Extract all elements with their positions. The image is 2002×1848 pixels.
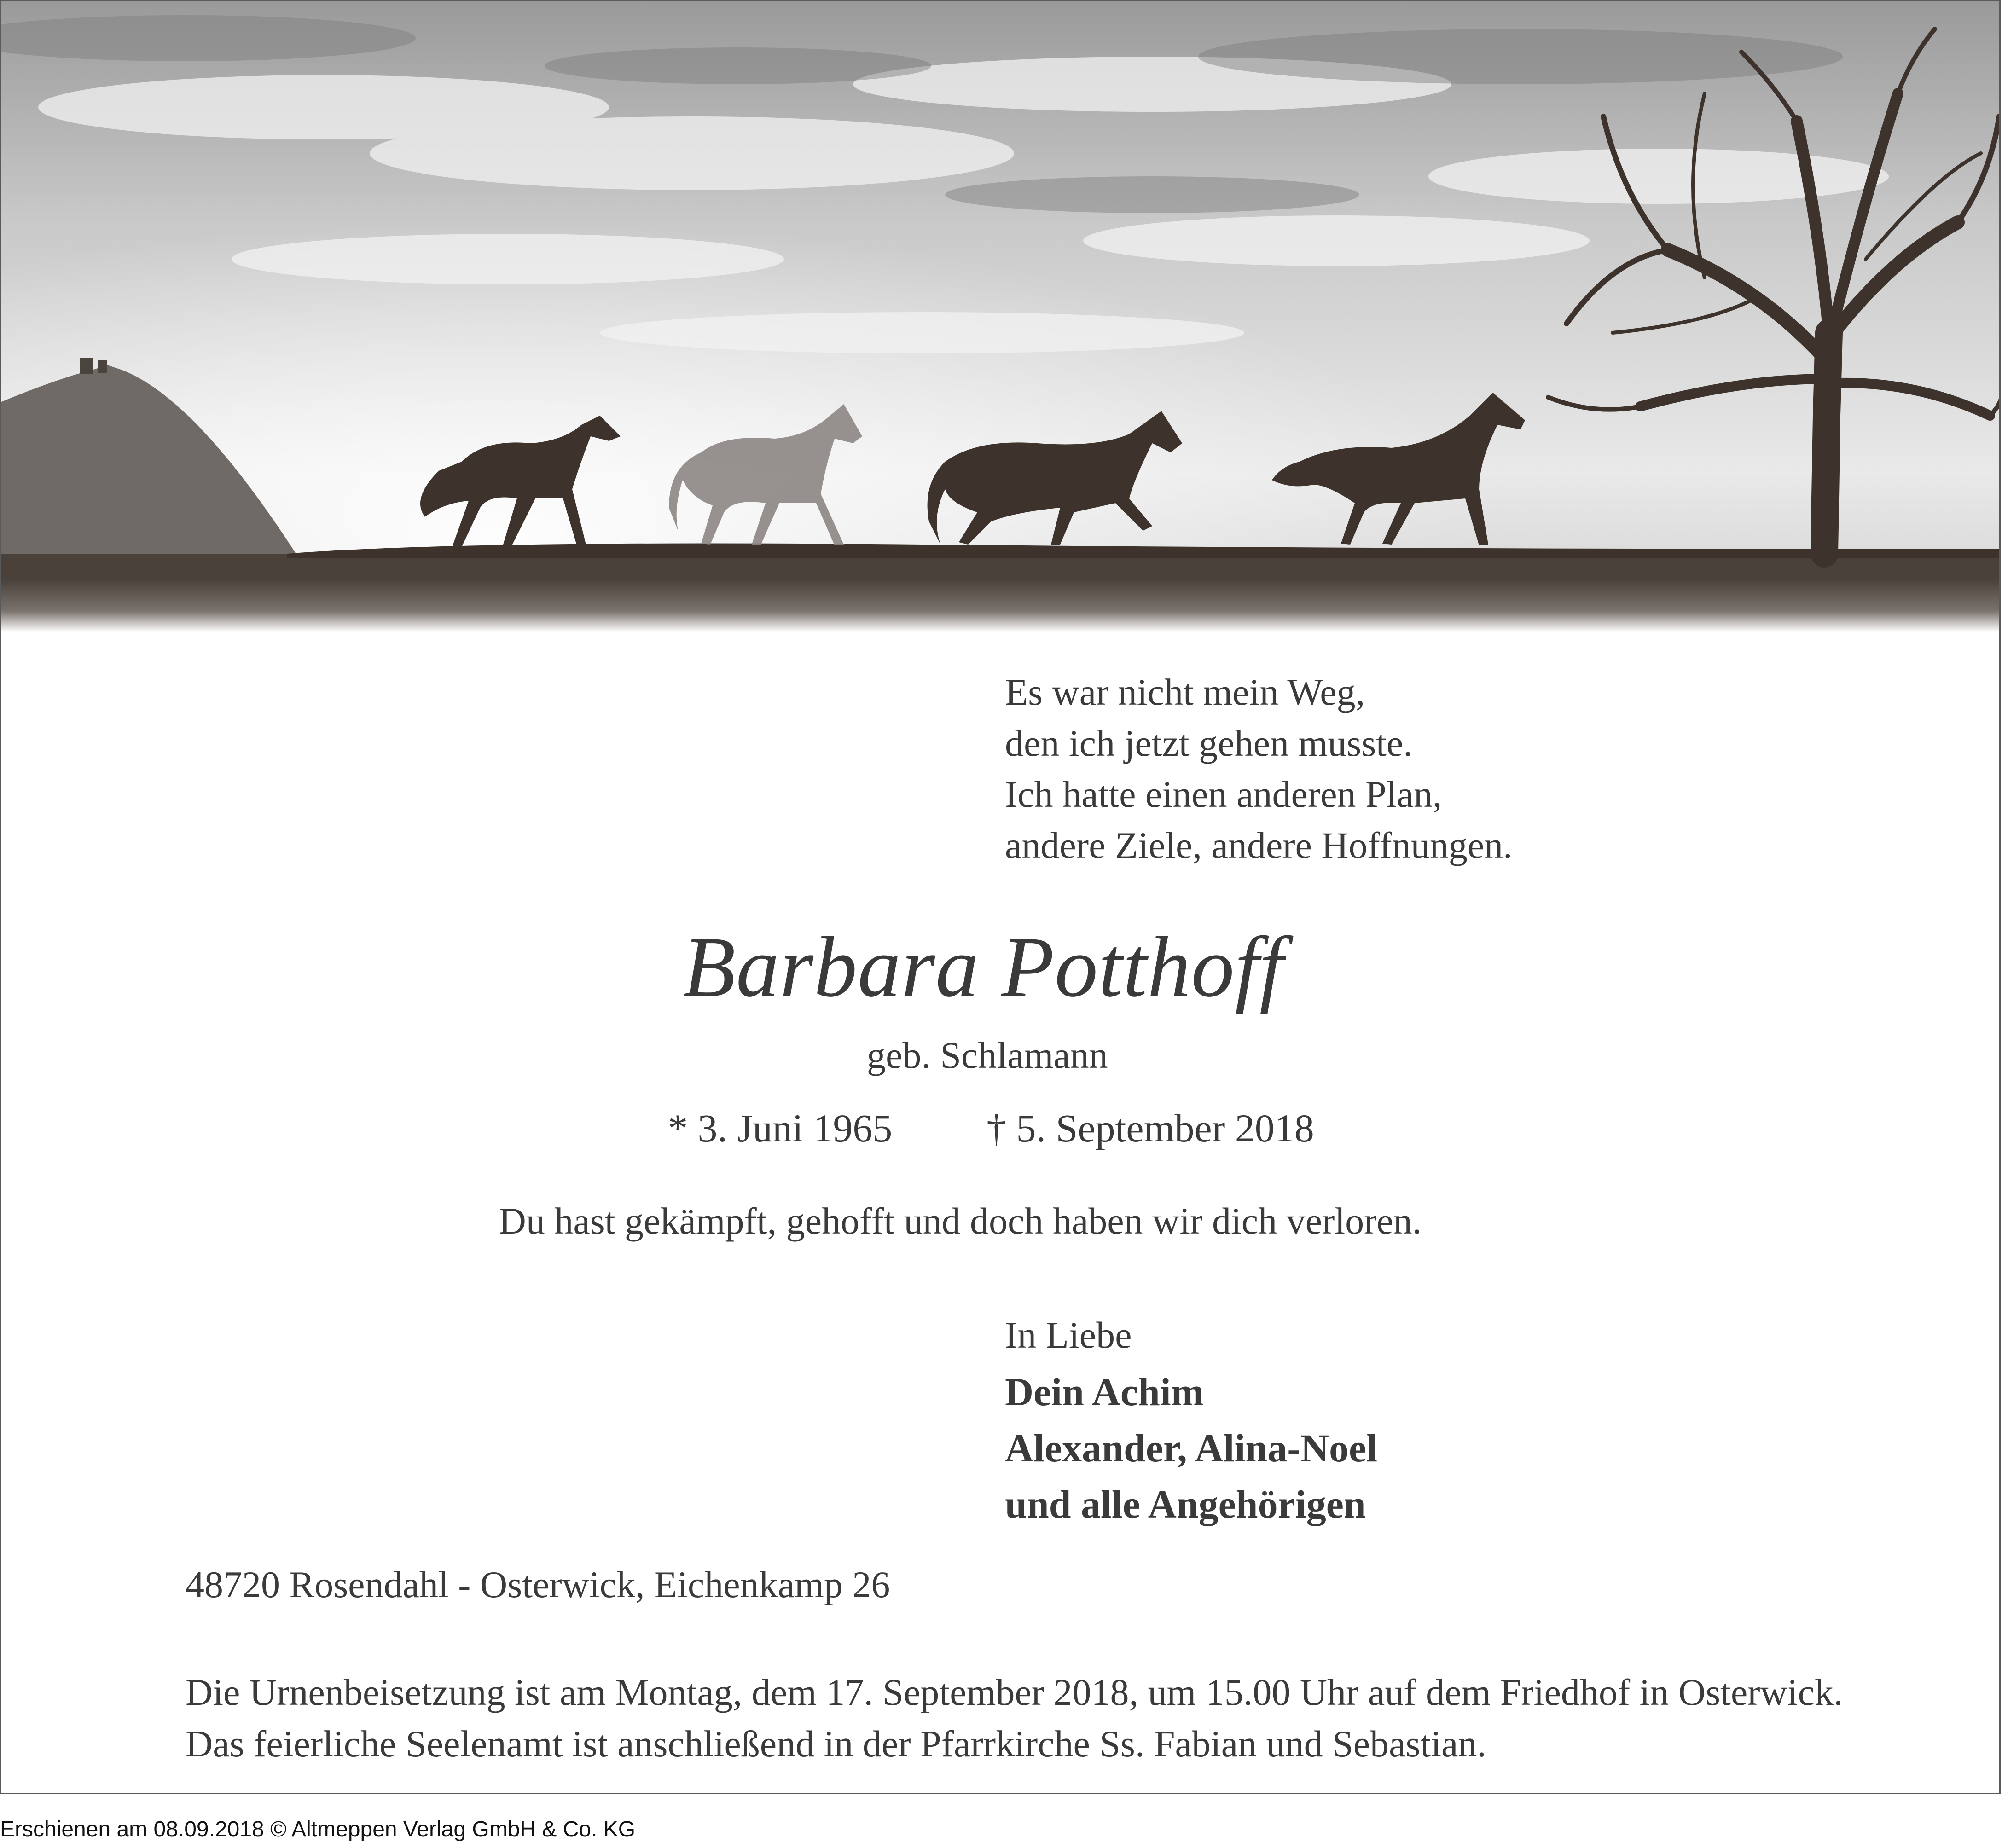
quote: Du hast gekämpft, gehofft und doch haben wir dich verloren. [499,1200,1422,1242]
signoff-names [1005,1364,1377,1532]
signoff-name: Dein Achim [1005,1370,1204,1414]
deceased-name: Barbara Potthoff [683,919,1284,1015]
poem [1005,666,1513,871]
poem-line: Ich hatte einen anderen Plan, [1005,773,1442,815]
quote-row [1,1198,2001,1244]
service-line: Die Urnenbeisetzung ist am Montag, dem 17. September 2018, um 15.00 Uhr auf dem Friedhof in Osterwick. [186,1671,1843,1713]
death-date: † 5. September 2018 [986,1106,1314,1150]
deceased-name-row [1,916,2001,1018]
horses-tree-landscape-icon [1,1,2001,632]
signoff-intro: In Liebe [1005,1314,1132,1356]
poem-line: andere Ziele, andere Hoffnungen. [1005,824,1513,866]
maiden-name: geb. Schlamann [867,1034,1108,1076]
birth-date: * 3. Juni 1965 [668,1106,893,1150]
poem-line: den ich jetzt gehen musste. [1005,722,1413,764]
address: 48720 Rosendahl - Osterwick, Eichenkamp 26 [186,1564,890,1605]
service-info [186,1667,1843,1770]
service-line: Das feierliche Seelenamt ist anschließend in der Pfarrkirche Ss. Fabian und Sebastian. [186,1723,1486,1765]
signoff-name: und alle Angehörigen [1005,1482,1366,1526]
poem-line: Es war nicht mein Weg, [1005,671,1365,713]
publication-footer: Erschienen am 08.09.2018 © Altmeppen Verlag GmbH & Co. KG [0,1817,636,1842]
signoff-name: Alexander, Alina-Noel [1005,1426,1378,1470]
